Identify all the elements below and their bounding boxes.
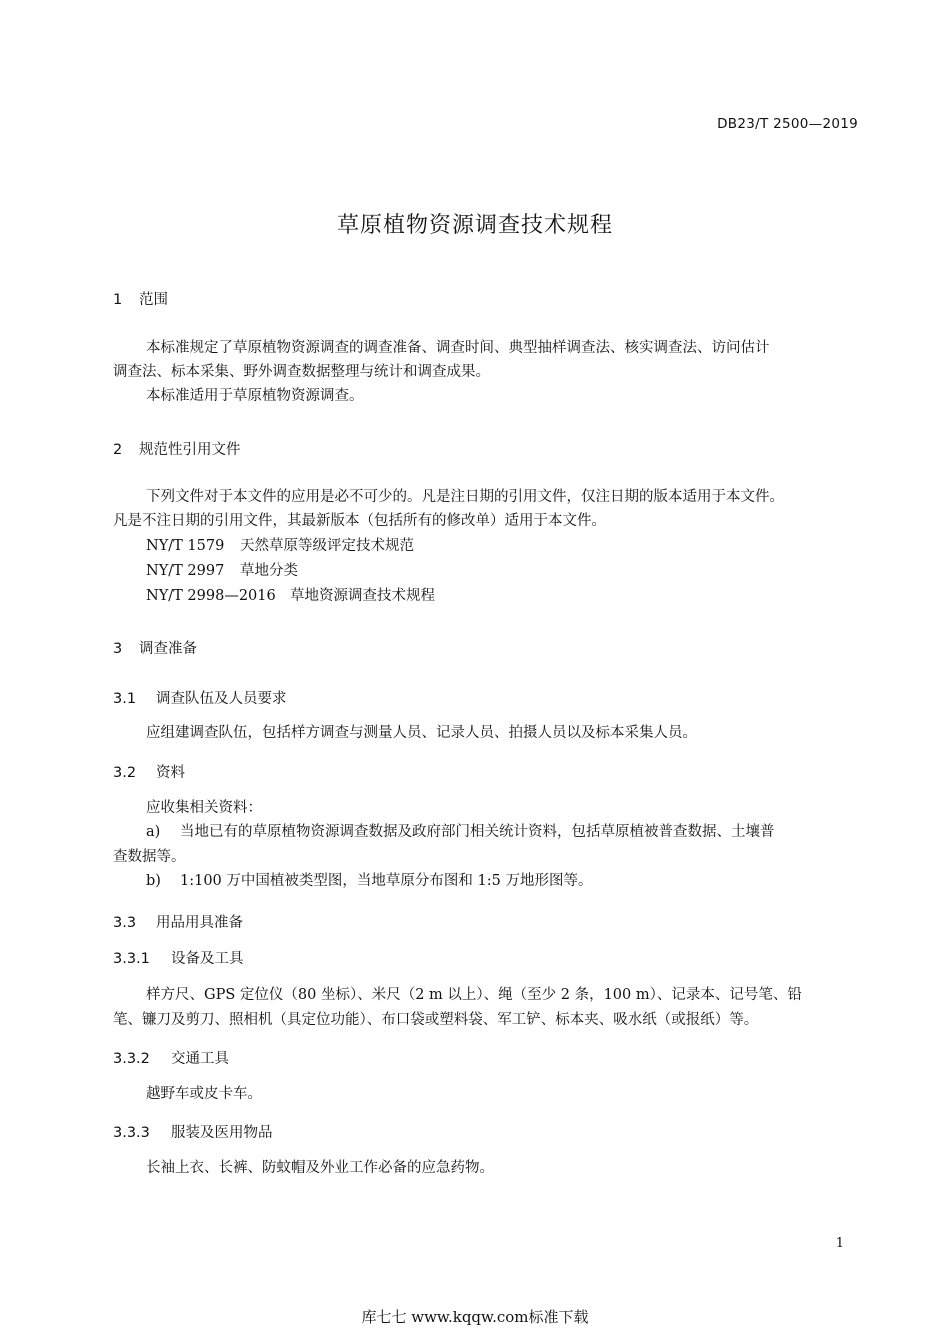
section-number: 3.3 bbox=[113, 915, 137, 931]
list-item-b bbox=[146, 869, 858, 893]
reference-item bbox=[146, 559, 858, 583]
page-number: 1 bbox=[835, 1236, 844, 1251]
reference-name: 草地分类 bbox=[240, 563, 298, 579]
list-marker: b) bbox=[146, 873, 161, 889]
list-item-text: 1:100 万中国植被类型图，当地草原分布图和 1:5 万地形图等。 bbox=[180, 873, 593, 889]
reference-code: NY/T 2997 bbox=[146, 563, 225, 579]
list-marker: a) bbox=[146, 824, 161, 840]
section-3-3-1-heading bbox=[113, 947, 244, 968]
reference-item bbox=[146, 584, 858, 608]
reference-name: 天然草原等级评定技术规范 bbox=[240, 538, 414, 554]
reference-name: 草地资源调查技术规程 bbox=[290, 588, 435, 604]
section-number: 3.3.2 bbox=[113, 1051, 150, 1067]
s3-3-1-line-1: 样方尺、GPS 定位仪（80 坐标）、米尺（2 m 以上）、绳（至少 2 条，100 m）、记录本、记号笔、铅 bbox=[146, 987, 802, 1003]
s2-paragraph-line-2: 凡是不注日期的引用文件，其最新版本（包括所有的修改单）适用于本文件。 bbox=[113, 513, 606, 529]
section-1-heading bbox=[113, 288, 168, 309]
section-3-3-3-heading bbox=[113, 1121, 273, 1142]
section-title: 范围 bbox=[139, 292, 168, 308]
section-title: 调查准备 bbox=[139, 641, 197, 657]
s3-3-2-paragraph: 越野车或皮卡车。 bbox=[146, 1086, 262, 1102]
section-title: 交通工具 bbox=[171, 1051, 229, 1067]
list-item-a-line-1 bbox=[146, 820, 858, 844]
list-item-a-line-2: 查数据等。 bbox=[113, 849, 186, 865]
section-3-3-heading bbox=[113, 911, 243, 932]
section-title: 资料 bbox=[156, 765, 185, 781]
section-number: 3.1 bbox=[113, 691, 137, 707]
section-3-2-heading bbox=[113, 761, 185, 782]
section-number: 3.3.1 bbox=[113, 951, 150, 967]
section-title: 调查队伍及人员要求 bbox=[156, 691, 287, 707]
section-number: 3.3.3 bbox=[113, 1125, 150, 1141]
section-3-1-heading bbox=[113, 687, 287, 708]
s1-paragraph-1-line-2: 调查法、标本采集、野外调查数据整理与统计和调查成果。 bbox=[113, 364, 490, 380]
section-number: 1 bbox=[113, 292, 123, 308]
s3-1-paragraph: 应组建调查队伍，包括样方调查与测量人员、记录人员、拍摄人员以及标本采集人员。 bbox=[146, 725, 697, 741]
reference-code: NY/T 1579 bbox=[146, 538, 225, 554]
section-2-heading bbox=[113, 438, 241, 459]
document-title: 草原植物资源调查技术规程 bbox=[336, 213, 613, 238]
s3-3-3-paragraph: 长袖上衣、长裤、防蚊帽及外业工作必备的应急药物。 bbox=[146, 1160, 494, 1176]
section-number: 3 bbox=[113, 641, 123, 657]
section-number: 3.2 bbox=[113, 765, 137, 781]
section-title: 用品用具准备 bbox=[156, 915, 243, 931]
s3-2-intro: 应收集相关资料： bbox=[146, 800, 262, 816]
section-title: 规范性引用文件 bbox=[139, 442, 241, 458]
section-number: 2 bbox=[113, 442, 123, 458]
list-item-text: 当地已有的草原植物资源调查数据及政府部门相关统计资料，包括草原植被普查数据、土壤普 bbox=[180, 824, 775, 840]
reference-code: NY/T 2998—2016 bbox=[146, 588, 276, 604]
s2-paragraph-line-1: 下列文件对于本文件的应用是必不可少的。凡是注日期的引用文件，仅注日期的版本适用于本文件。 bbox=[146, 489, 784, 505]
section-3-3-2-heading bbox=[113, 1047, 229, 1068]
standard-code: DB23/T 2500—2019 bbox=[717, 116, 858, 132]
section-title: 设备及工具 bbox=[171, 951, 244, 967]
s3-3-1-line-2: 笔、镰刀及剪刀、照相机（具定位功能）、布口袋或塑料袋、军工铲、标本夹、吸水纸（或报纸）等。 bbox=[113, 1012, 759, 1028]
s1-paragraph-1-line-1: 本标准规定了草原植物资源调查的调查准备、调查时间、典型抽样调查法、核实调查法、访问估计 bbox=[146, 340, 770, 356]
footer-watermark-text: 库七七 www.kqqw.com标准下载 bbox=[361, 1308, 589, 1326]
s1-paragraph-2: 本标准适用于草原植物资源调查。 bbox=[146, 388, 364, 404]
section-title: 服装及医用物品 bbox=[171, 1125, 273, 1141]
reference-item bbox=[146, 534, 858, 558]
section-3-heading bbox=[113, 637, 197, 658]
